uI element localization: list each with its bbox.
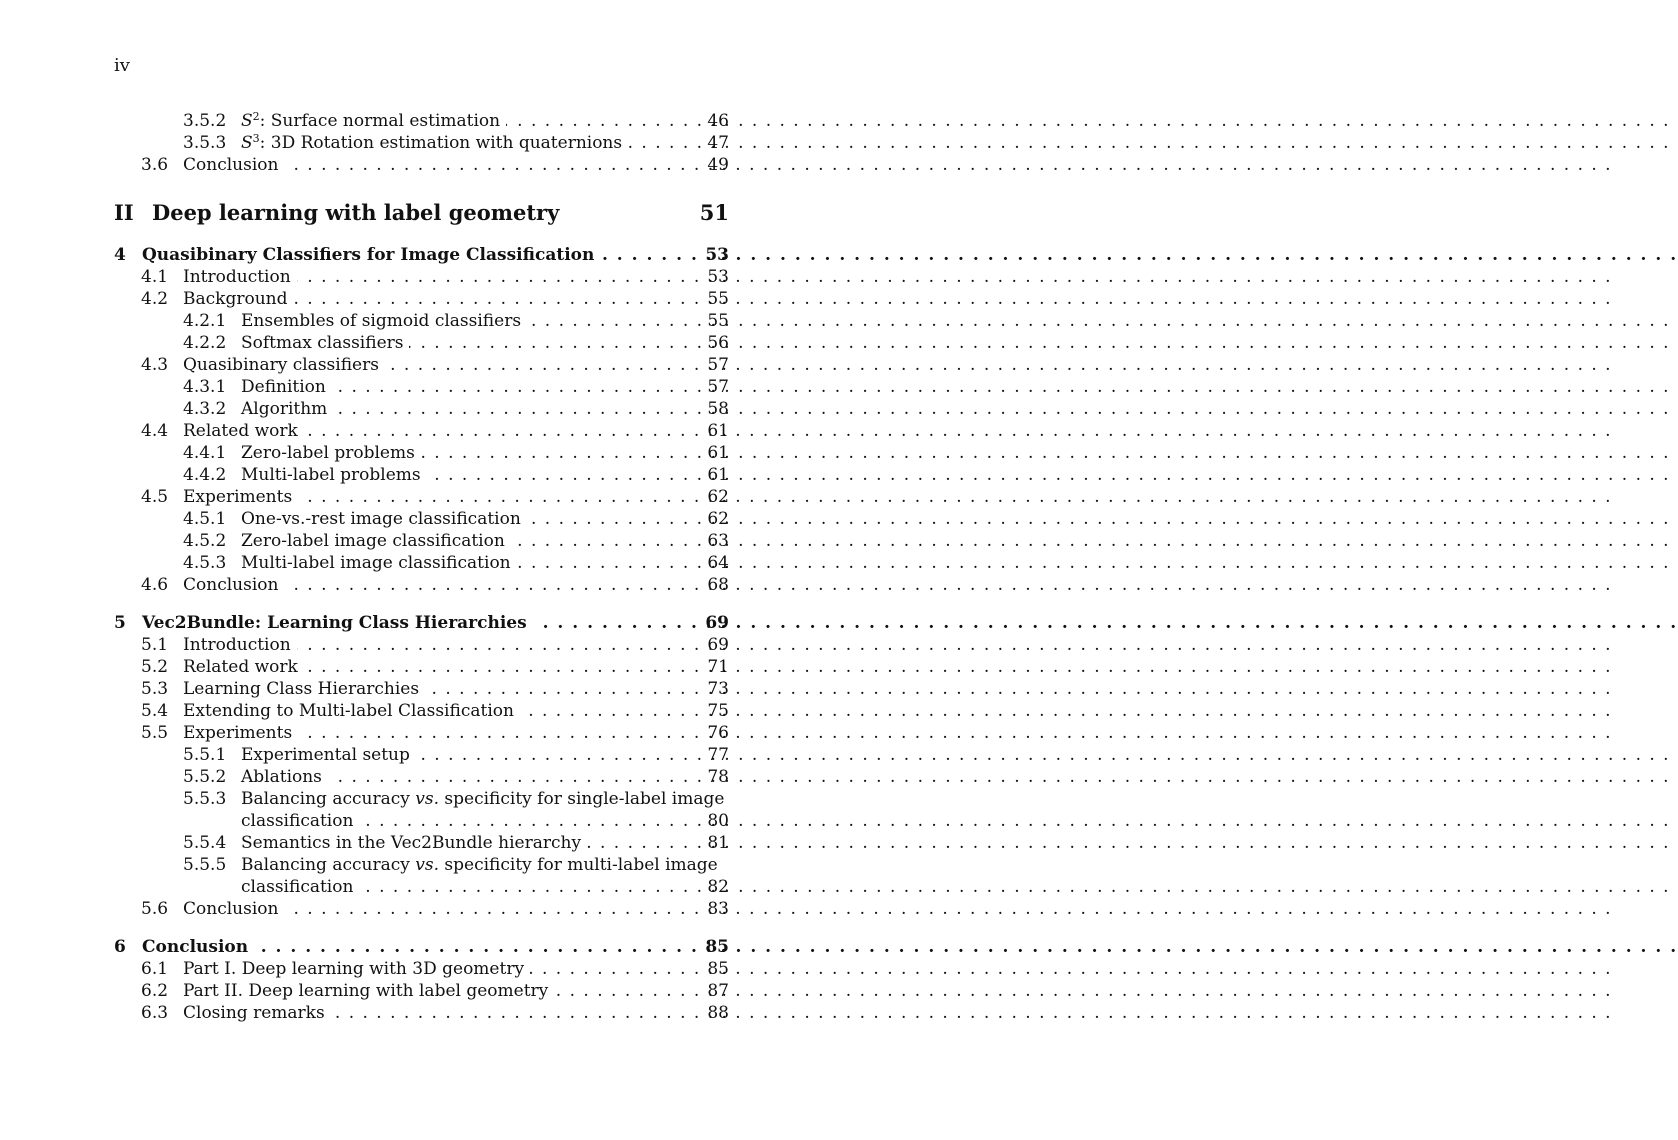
toc-entry-number: 5 — [114, 613, 126, 633]
toc-entry-title — [241, 788, 725, 810]
toc-subsection — [0, 508, 820, 530]
toc-entry-title — [241, 552, 686, 574]
toc-entry-text-continued: specificity for multi-label image — [439, 855, 718, 875]
toc-entry-title — [142, 612, 686, 634]
toc-entry-title — [241, 832, 686, 854]
toc-entry-number: 4.3.2 — [183, 399, 227, 419]
toc-entry-number: 6.3 — [141, 1003, 169, 1023]
toc-entry-title — [241, 310, 686, 332]
toc-entry-title — [183, 574, 686, 596]
toc-entry-page: 69 — [705, 613, 729, 633]
toc-section — [0, 678, 820, 700]
toc-entry-title — [142, 936, 686, 958]
toc-entry-title — [142, 244, 686, 266]
toc-entry-text: Semantics in the Vec2Bundle hierarchy — [241, 833, 582, 853]
toc-entry-page: 57 — [707, 377, 729, 397]
math-superscript: 3 — [252, 132, 260, 145]
toc-entry-text: Extending to Multi-label Classification — [183, 701, 514, 721]
toc-entry-page: 80 — [707, 811, 729, 831]
toc-entry-number: 4 — [114, 245, 126, 265]
math-symbol: S — [241, 133, 253, 153]
toc-entry-title — [183, 420, 686, 442]
toc-entry-text: Zero-label problems — [241, 443, 415, 463]
toc-entry-number: 4.4.2 — [183, 465, 227, 485]
toc-chapter — [0, 244, 820, 266]
toc-entry-number: 5.5.4 — [183, 833, 227, 853]
math-symbol: S — [241, 111, 253, 131]
toc-entry-title — [241, 110, 686, 132]
toc-cont — [0, 810, 820, 832]
toc-entry-number: 5.1 — [141, 635, 169, 655]
toc-entry-number: 5.3 — [141, 679, 169, 699]
toc-entry-number: 6.2 — [141, 981, 169, 1001]
toc-part — [0, 188, 820, 238]
toc-entry-text: : 3D Rotation estimation with quaternions — [259, 133, 623, 153]
toc-subsection — [0, 744, 820, 766]
toc-entry-number: 5.4 — [141, 701, 169, 721]
toc-entry-title — [183, 354, 686, 376]
toc-entry-page: 77 — [707, 745, 729, 765]
toc-entry-text: Closing remarks — [183, 1003, 325, 1023]
toc-entry-page: 85 — [705, 937, 729, 957]
page-number: iv — [114, 55, 130, 76]
toc-entry-text: One-vs.-rest image classification — [241, 509, 521, 529]
toc-entry-page: 46 — [707, 111, 729, 131]
toc-subsection — [0, 854, 820, 876]
toc-entry-page: 47 — [707, 133, 729, 153]
toc-entry-text: classification — [241, 877, 354, 897]
toc-section — [0, 958, 820, 980]
toc-entry-number: 6 — [114, 937, 126, 957]
toc-entry-text: Quasibinary Classifiers for Image Classification — [142, 245, 595, 265]
toc-section — [0, 1002, 820, 1024]
toc-entry-title — [183, 266, 686, 288]
toc-entry-page: 71 — [707, 657, 729, 677]
toc-entry-title — [183, 154, 686, 176]
toc-entry-text: Balancing accuracy — [241, 789, 416, 809]
toc-entry-text: Balancing accuracy — [241, 855, 416, 875]
toc-entry-title — [183, 486, 686, 508]
toc-entry-title — [241, 132, 686, 154]
toc-entry-text: Conclusion — [142, 937, 249, 957]
toc-section — [0, 656, 820, 678]
toc-entry-title — [241, 530, 686, 552]
toc-section — [0, 980, 820, 1002]
toc-section — [0, 420, 820, 442]
toc-entry-title — [241, 766, 686, 788]
toc-entry-title — [183, 898, 686, 920]
toc-entry-text: Part I. Deep learning with 3D geometry — [183, 959, 525, 979]
toc-entry-text: Related work — [183, 421, 298, 441]
toc-entry-title — [183, 722, 686, 744]
toc-subsection — [0, 788, 820, 810]
toc-entry-number: 4.3 — [141, 355, 169, 375]
toc-entry-text: Ablations — [241, 767, 322, 787]
toc-entry-number: 5.5 — [141, 723, 169, 743]
toc-entry-title — [241, 442, 686, 464]
toc-entry-text: Learning Class Hierarchies — [183, 679, 420, 699]
toc-subsection — [0, 376, 820, 398]
toc-section — [0, 486, 820, 508]
toc-entry-text: Vec2Bundle: Learning Class Hierarchies — [142, 613, 527, 633]
toc-entry-number: 5.2 — [141, 657, 169, 677]
toc-entry-text: Background — [183, 289, 288, 309]
toc-entry-page: 85 — [707, 959, 729, 979]
toc-entry-page: 76 — [707, 723, 729, 743]
toc-chapter — [0, 612, 820, 634]
toc-cont — [0, 876, 820, 898]
toc-entry-page: 57 — [707, 355, 729, 375]
toc-entry-title — [183, 656, 686, 678]
toc-entry-text: Multi-label problems — [241, 465, 421, 485]
toc-entry-title — [183, 634, 686, 656]
toc-entry-number: 5.5.5 — [183, 855, 227, 875]
toc-entry-title — [183, 678, 686, 700]
toc-entry-emphasis: vs. — [415, 789, 439, 809]
toc-subsection — [0, 132, 820, 154]
toc-entry-page: 61 — [707, 443, 729, 463]
toc-entry-page: 53 — [705, 245, 729, 265]
toc-section — [0, 574, 820, 596]
toc-entry-page: 82 — [707, 877, 729, 897]
toc-entry-title — [241, 508, 686, 530]
toc-entry-text: Introduction — [183, 267, 291, 287]
toc-entry-page: 73 — [707, 679, 729, 699]
toc-entry-title — [183, 288, 686, 310]
toc-section — [0, 154, 820, 176]
toc-entry-text: classification — [241, 811, 354, 831]
toc-entry-number: 4.4 — [141, 421, 169, 441]
toc-entry-text: Part II. Deep learning with label geometry — [183, 981, 549, 1001]
toc-entry-text: Softmax classifiers — [241, 333, 404, 353]
toc-entry-emphasis: vs. — [415, 855, 439, 875]
toc-entry-text-continued: specificity for single-label image — [439, 789, 725, 809]
toc-entry-title — [241, 876, 686, 898]
toc-subsection — [0, 310, 820, 332]
toc-entry-title — [241, 332, 686, 354]
toc-entry-page: 81 — [707, 833, 729, 853]
toc-entry-text: Zero-label image classification — [241, 531, 505, 551]
toc-entry-page: 64 — [707, 553, 729, 573]
toc-subsection — [0, 464, 820, 486]
toc-entry-page: 56 — [707, 333, 729, 353]
toc-entry-number: 4.5.2 — [183, 531, 227, 551]
toc-entry-title — [183, 980, 686, 1002]
toc-entry-page: 87 — [707, 981, 729, 1001]
toc-entry-page: 51 — [699, 200, 729, 225]
toc-subsection — [0, 530, 820, 552]
toc-subsection — [0, 832, 820, 854]
toc-entry-page: 63 — [707, 531, 729, 551]
toc-chapter — [0, 936, 820, 958]
toc-entry-number: 4.2 — [141, 289, 169, 309]
toc-entry-title — [183, 700, 686, 722]
toc-entry-number: 3.5.3 — [183, 133, 227, 153]
toc-entry-number: 4.2.2 — [183, 333, 227, 353]
toc-section — [0, 634, 820, 656]
toc-entry-page: 69 — [707, 635, 729, 655]
toc-entry-title — [152, 188, 686, 238]
toc-entry-title — [241, 464, 686, 486]
toc-entry-number: 4.4.1 — [183, 443, 227, 463]
toc-entry-title — [241, 854, 718, 876]
toc-entry-text: Conclusion — [183, 575, 279, 595]
math-superscript: 2 — [252, 110, 260, 123]
toc-subsection — [0, 398, 820, 420]
toc-entry-text: Experimental setup — [241, 745, 410, 765]
toc-entry-page: 62 — [707, 487, 729, 507]
toc-entry-page: 68 — [707, 575, 729, 595]
toc-entry-text: Experiments — [183, 487, 293, 507]
toc-entry-title — [241, 376, 686, 398]
toc-entry-title — [241, 744, 686, 766]
toc-entry-title — [241, 398, 686, 420]
toc-entry-number: 4.5.3 — [183, 553, 227, 573]
toc-entry-number: 3.5.2 — [183, 111, 227, 131]
toc-entry-number: 4.6 — [141, 575, 169, 595]
toc-entry-number: 4.1 — [141, 267, 169, 287]
toc-entry-text: Multi-label image classification — [241, 553, 511, 573]
toc-entry-number: 5.5.3 — [183, 789, 227, 809]
toc-section — [0, 288, 820, 310]
toc-subsection — [0, 442, 820, 464]
toc-entry-number: 4.5 — [141, 487, 169, 507]
toc-entry-number: 5.5.1 — [183, 745, 227, 765]
toc-entry-text: Deep learning with label geometry — [152, 200, 560, 225]
toc-entry-page: 88 — [707, 1003, 729, 1023]
toc-entry-number: 6.1 — [141, 959, 169, 979]
toc-entry-number: 4.2.1 — [183, 311, 227, 331]
toc-section — [0, 266, 820, 288]
table-of-contents — [0, 110, 820, 1024]
toc-entry-number: 5.5.2 — [183, 767, 227, 787]
toc-section — [0, 700, 820, 722]
toc-entry-text: Definition — [241, 377, 326, 397]
toc-entry-text: Algorithm — [241, 399, 328, 419]
toc-entry-title — [183, 958, 686, 980]
toc-section — [0, 354, 820, 376]
toc-subsection — [0, 110, 820, 132]
toc-entry-number: 5.6 — [141, 899, 169, 919]
toc-entry-number: 4.5.1 — [183, 509, 227, 529]
toc-entry-page: 62 — [707, 509, 729, 529]
toc-entry-text: Ensembles of sigmoid classifiers — [241, 311, 522, 331]
toc-entry-text: Quasibinary classifiers — [183, 355, 379, 375]
toc-entry-page: 78 — [707, 767, 729, 787]
toc-entry-number: 3.6 — [141, 155, 169, 175]
toc-entry-title — [183, 1002, 686, 1024]
toc-entry-page: 55 — [707, 289, 729, 309]
toc-entry-text: Related work — [183, 657, 298, 677]
toc-subsection — [0, 766, 820, 788]
toc-entry-text: : Surface normal estimation — [259, 111, 501, 131]
toc-entry-text: Introduction — [183, 635, 291, 655]
toc-entry-number: II — [114, 200, 134, 225]
toc-entry-page: 83 — [707, 899, 729, 919]
toc-entry-number: 4.3.1 — [183, 377, 227, 397]
toc-entry-page: 61 — [707, 465, 729, 485]
toc-subsection — [0, 552, 820, 574]
toc-entry-page: 53 — [707, 267, 729, 287]
toc-entry-page: 61 — [707, 421, 729, 441]
toc-section — [0, 722, 820, 744]
toc-entry-page: 49 — [707, 155, 729, 175]
toc-entry-page: 58 — [707, 399, 729, 419]
toc-entry-text: Conclusion — [183, 155, 279, 175]
toc-entry-page: 55 — [707, 311, 729, 331]
toc-section — [0, 898, 820, 920]
toc-entry-page: 75 — [707, 701, 729, 721]
toc-entry-text: Experiments — [183, 723, 293, 743]
toc-entry-text: Conclusion — [183, 899, 279, 919]
toc-subsection — [0, 332, 820, 354]
toc-entry-title — [241, 810, 686, 832]
